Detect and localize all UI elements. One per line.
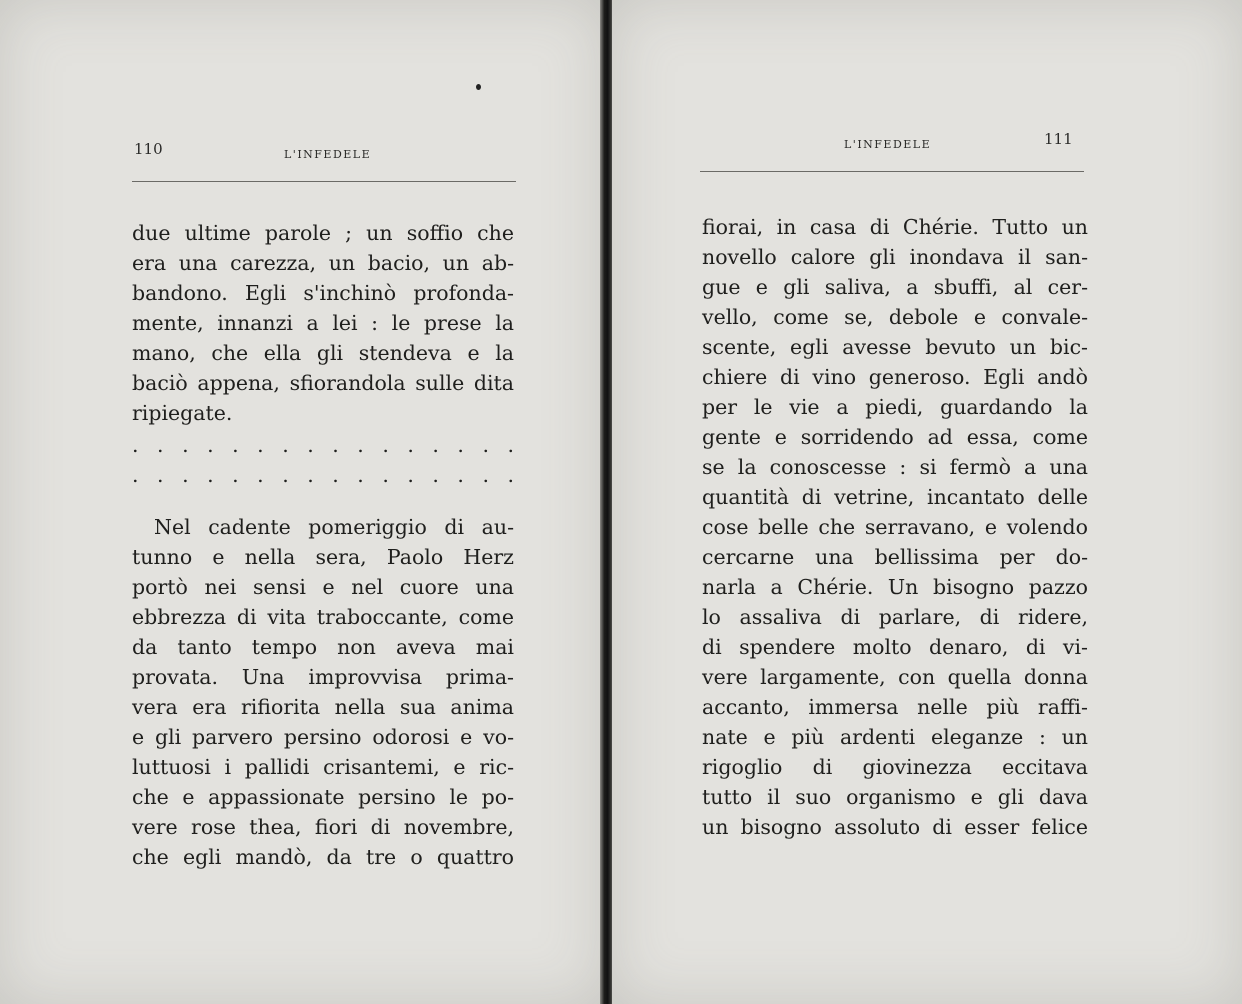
text-line: vera era rifiorita nella sua anima [132,695,514,719]
text-line: mente, innanzi a lei : le prese la [132,311,514,335]
text-line: e gli parvero persino odorosi e vo- [132,725,514,749]
text-line: vello, come se, debole e convale- [702,305,1088,329]
text-line: vere largamente, con quella donna [702,665,1088,689]
text-line: narla a Chérie. Un bisogno pazzo [702,575,1088,599]
text-line: cercarne una bellissima per do- [702,545,1088,569]
right-header-rule [700,171,1084,172]
text-line: fiorai, in casa di Chérie. Tutto un [702,215,1088,239]
text-line: gente e sorridendo ad essa, come [702,425,1088,449]
right-text-block [702,212,1088,842]
text-line: accanto, immersa nelle più raffi- [702,695,1088,719]
text-line: di spendere molto denaro, di vi- [702,635,1088,659]
ellipsis-row: . . . . . . . . . . . . . . . . [132,433,514,457]
right-running-title: L'INFEDELE [844,138,932,151]
right-page-number: 111 [1044,130,1073,148]
text-line: rigoglio di giovinezza eccitava [702,755,1088,779]
text-line: portò nei sensi e nel cuore una [132,575,514,599]
text-line: se la conoscesse : si fermò a una [702,455,1088,479]
right-page [612,0,1242,1004]
text-line: ebbrezza di vita traboccante, come [132,605,514,629]
text-line: un bisogno assoluto di esser felice [702,815,1088,839]
text-line: mano, che ella gli stendeva e la [132,341,514,365]
text-line: che e appassionate persino le po- [132,785,514,809]
text-line: quantità di vetrine, incantato delle [702,485,1088,509]
left-page [0,0,604,1004]
left-text-block [132,218,514,872]
ink-speck [476,84,481,90]
text-line: ripiegate. [132,401,233,425]
text-line: che egli mandò, da tre o quattro [132,845,514,869]
text-line: vere rose thea, fiori di novembre, [132,815,514,839]
text-line: chiere di vino generoso. Egli andò [702,365,1088,389]
ellipsis-row: . . . . . . . . . . . . . . . . [132,463,514,487]
text-line: provata. Una improvvisa prima- [132,665,514,689]
text-line: luttuosi i pallidi crisantemi, e ric- [132,755,514,779]
text-line: scente, egli avesse bevuto un bic- [702,335,1088,359]
text-line: da tanto tempo non aveva mai [132,635,514,659]
text-line: era una carezza, un bacio, un ab- [132,251,514,275]
left-header-rule [132,181,516,182]
left-running-title: L'INFEDELE [284,148,372,161]
text-line: lo assaliva di parlare, di ridere, [702,605,1088,629]
text-line: novello calore gli inondava il san- [702,245,1088,269]
text-line: baciò appena, sfiorandola sulle dita [132,371,514,395]
text-line: bandono. Egli s'inchinò profonda- [132,281,514,305]
text-line: tutto il suo organismo e gli dava [702,785,1088,809]
text-line: due ultime parole ; un soffio che [132,221,514,245]
paragraph-first-line: Nel cadente pomeriggio di au- [154,515,514,539]
text-line: nate e più ardenti eleganze : un [702,725,1088,749]
left-page-number: 110 [134,140,163,158]
text-line: tunno e nella sera, Paolo Herz [132,545,514,569]
text-line: per le vie a piedi, guardando la [702,395,1088,419]
text-line: cose belle che serravano, e volendo [702,515,1088,539]
text-line: gue e gli saliva, a sbuffi, al cer- [702,275,1088,299]
